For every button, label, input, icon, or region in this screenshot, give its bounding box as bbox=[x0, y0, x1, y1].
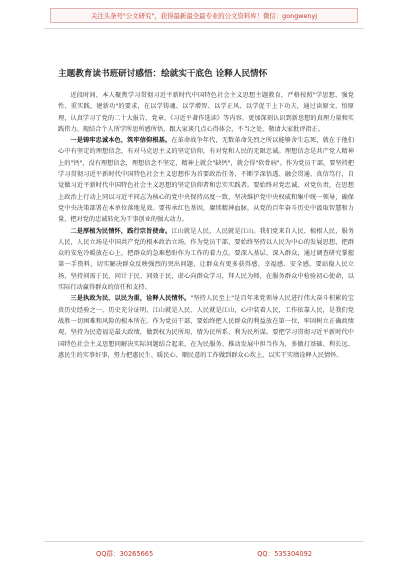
footer-divider bbox=[44, 541, 364, 542]
paragraph-point-2 bbox=[58, 226, 354, 294]
paragraph-text: 在革命战争年代，无数革命先烈之所以能够舍生忘死，就在于他们心中有坚定的理想信念，有对马克思主义的坚定信仰，有对党和人民的无限忠诚。理想信念是共产党人精神上的"钙"，没有理想信念，理想信念不坚定，精神上就会"缺钙"，就会得"软骨病"。作为党员干部，要坚持把学习贯彻习近平新时代中国特色社会主义思想作为首要政治任务，不断学深悟透、融会贯通、真信笃行，自觉做习近平新时代中国特色社会主义思想的坚定信仰者和忠实实践者。要始终对党忠诚、对党负责，在思想上政治上行动上同以习近平同志为核心的党中央保持高度一致，坚决维护党中央权威和集中统一领导，确保党中央决策部署在本单位落地见效。要传承红色基因，赓续精神血脉，从党的百年奋斗历史中汲取智慧和力量，把对党的忠诚转化为干事创业的强大动力。 bbox=[58, 137, 354, 224]
qq-number-text: QQ：535304092 bbox=[257, 550, 312, 558]
paragraph-point-1 bbox=[58, 135, 354, 225]
paragraph-point-3 bbox=[58, 293, 354, 361]
paragraph-intro bbox=[58, 90, 354, 135]
qq-group-text: QQ群：30265665 bbox=[96, 550, 154, 558]
paragraph-heading: 二是厚植为民情怀，践行宗旨使命。 bbox=[70, 227, 172, 235]
paragraph-text: "坚持人民至上"是百年来党领导人民进行伟大奋斗积累的宝贵历史经验之一。历史充分证明，江山就是人民、人民就是江山，心中装着人民，工作依靠人民，是我们党战胜一切困难和风险的根本所在。作为党员干部，要始终把人民群众的利益放在第一位，牢固树立正确政绩观，坚持为民造福是最大政绩，做到权为民所用、情为民所系、利为民所谋。要把学习贯彻习近平新时代中国特色社会主义思想同解决实际问题结合起来，在为民服务、推动发展中担当作为，多做打基础、利长远、惠民生的实事好事，努力把惠民生、暖民心、顺民意的工作做到群众心坎上，以实干实绩诠释人民情怀。 bbox=[58, 295, 354, 359]
paragraph-heading: 三是执政为民、以民为重，诠释人民情怀。 bbox=[70, 295, 191, 303]
contact-footer bbox=[44, 546, 364, 560]
paragraph-text: 江山就是人民，人民就是江山。我们党来自人民、植根人民、服务人民，人民立场是中国共产党的根本政治立场。作为党员干部，要始终坚持以人民为中心的发展思想，把群众的安危冷暖放在心上，把群众的急难愁盼作为工作的着力点。要深入基层、深入群众，通过调查研究掌握第一手资料，切实解决群众反映强烈的突出问题，让群众有更多获得感、幸福感、安全感。要站稳人民立场，坚持问需于民、问计于民、问效于民，虚心向群众学习，拜人民为师，在服务群众中检验初心使命，以实际行动赢得群众的信任和支持。 bbox=[58, 227, 354, 292]
promo-banner bbox=[50, 8, 358, 23]
document-body bbox=[58, 90, 354, 538]
document-title: 主题教育读书班研讨感悟：绘就实干底色 诠释人民情怀 bbox=[58, 69, 268, 79]
promo-banner-text: 关注头条号"公文研究"，获得最新最全最专业的公文资料库！微信：gongwenyj bbox=[90, 12, 318, 20]
paragraph-text: 近段时间，本人聚焦学习贯彻习近平新时代中国特色社会主义思想主题教育，严格按照"学思想、强党性、重实践、建新功"的要求，在以学铸魂、以学增智、以学正风、以学促干上下功夫，通过读原文、悟原理，认真学习了党的二十大报告、党章、《习近平著作选读》等内容，更加深刻认识到新思想的真理力量和实践伟力。现结合个人所学所思所感所悟，跟大家谈几点心得体会，不当之处，敬请大家批评指正。 bbox=[58, 92, 354, 133]
header-divider bbox=[44, 28, 364, 29]
paragraph-heading: 一是铸牢忠诚本色，筑牢信仰根基。 bbox=[70, 137, 172, 145]
